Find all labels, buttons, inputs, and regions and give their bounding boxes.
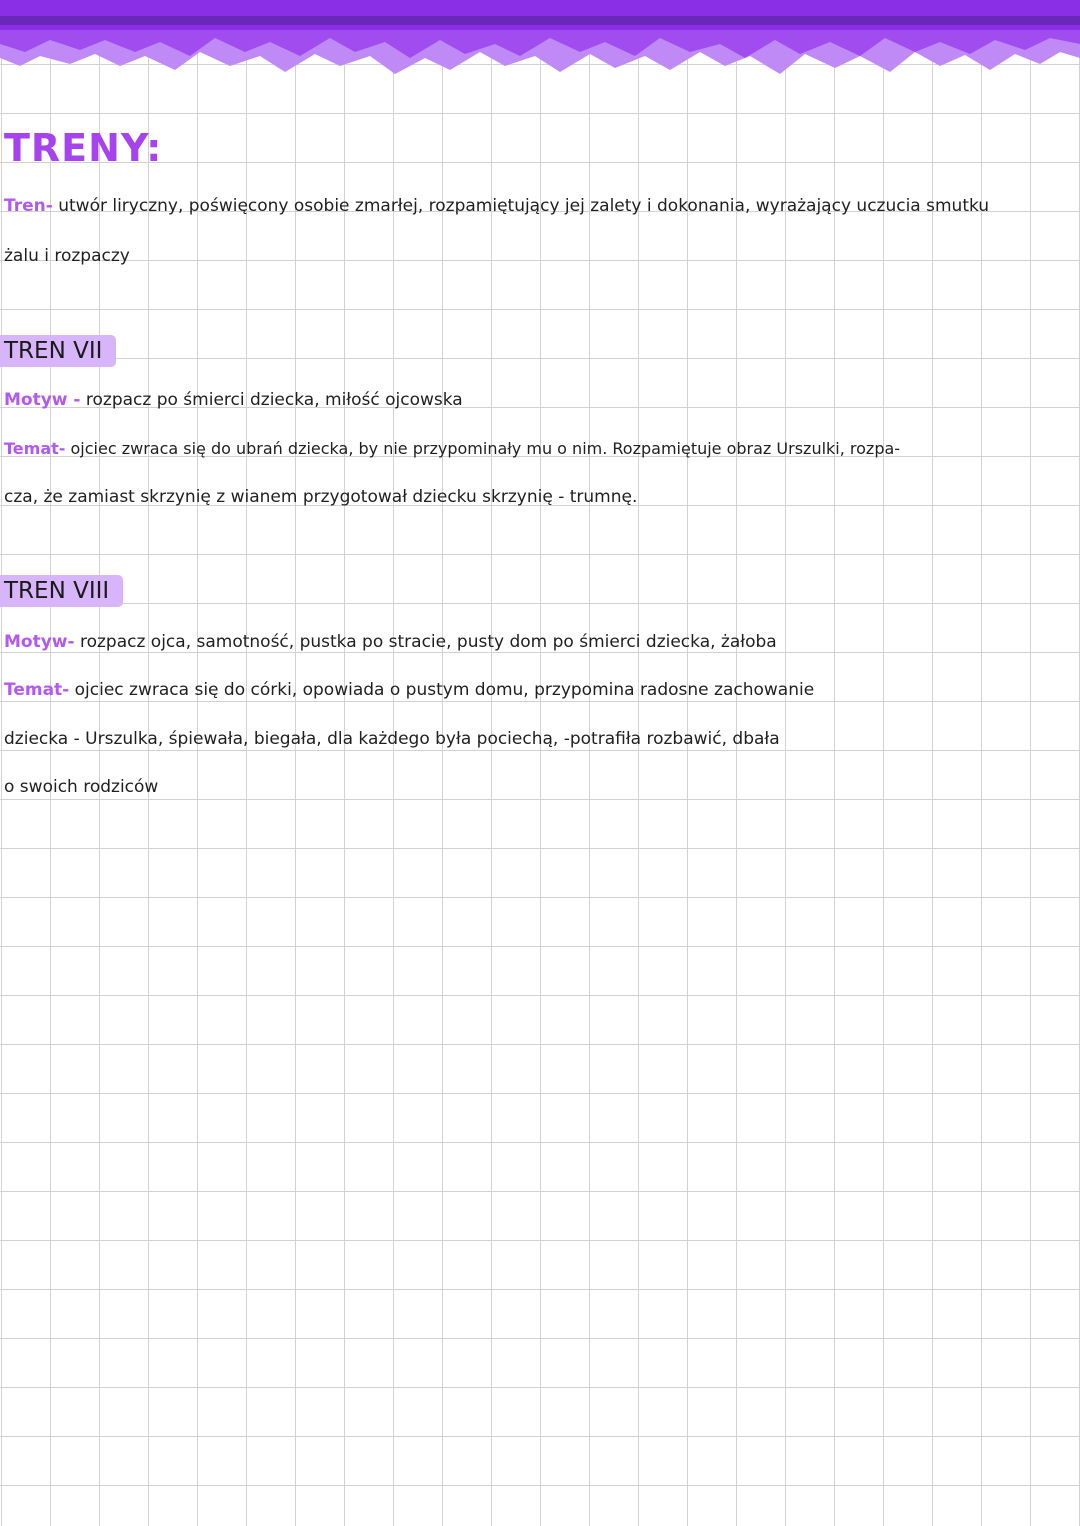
definition-term: Tren- — [4, 196, 53, 216]
tren-viii-motyw-text: rozpacz ojca, samotność, pustka po stracie, pusty dom po śmierci dziecka, żałoba — [79, 632, 777, 652]
tren-vii-temat-line-2 — [4, 485, 637, 509]
definition-text-2: żalu i rozpaczy — [4, 246, 130, 266]
tren-viii-temat-text-2: dziecka - Urszulka, śpiewała, biegała, dla każdego była pociechą, -potrafiła rozbawić, dbała — [4, 729, 780, 749]
tren-viii-temat-label: Temat- — [4, 680, 70, 700]
tren-vii-temat-line-1 — [4, 437, 900, 461]
tren-vii-temat-label: Temat- — [4, 439, 66, 458]
tren-viii-heading: TREN VIII — [0, 575, 123, 607]
tren-viii-motyw-label: Motyw- — [4, 632, 75, 652]
tren-vii-motyw — [4, 388, 463, 412]
tren-vii-heading: TREN VII — [0, 335, 116, 367]
tren-vii-temat-text-1: ojciec zwraca się do ubrań dziecka, by nie przypominały mu o nim. Rozpamiętuje obraz Urszulki, rozpa- — [70, 439, 901, 458]
tren-vii-motyw-label: Motyw - — [4, 390, 81, 410]
brush-stroke-banner — [0, 0, 1080, 80]
tren-vii-motyw-text: rozpacz po śmierci dziecka, miłość ojcowska — [85, 390, 463, 410]
definition-line-1 — [4, 194, 989, 218]
tren-viii-motyw — [4, 630, 777, 654]
tren-viii-temat-line-1 — [4, 678, 814, 702]
tren-vii-temat-text-2: cza, że zamiast skrzynię z wianem przygotował dziecku skrzynię - trumnę. — [4, 487, 638, 507]
page-title: TRENY: — [4, 126, 163, 170]
definition-line-2 — [4, 244, 130, 268]
definition-text-1: utwór liryczny, poświęcony osobie zmarłej, rozpamiętujący jej zalety i dokonania, wyrażający uczucia smutku — [58, 196, 990, 216]
tren-viii-temat-line-3 — [4, 775, 158, 799]
tren-viii-temat-text-1: ojciec zwraca się do córki, opowiada o pustym domu, przypomina radosne zachowanie — [74, 680, 815, 700]
tren-viii-temat-text-3: o swoich rodziców — [4, 777, 159, 797]
tren-viii-temat-line-2 — [4, 727, 780, 751]
